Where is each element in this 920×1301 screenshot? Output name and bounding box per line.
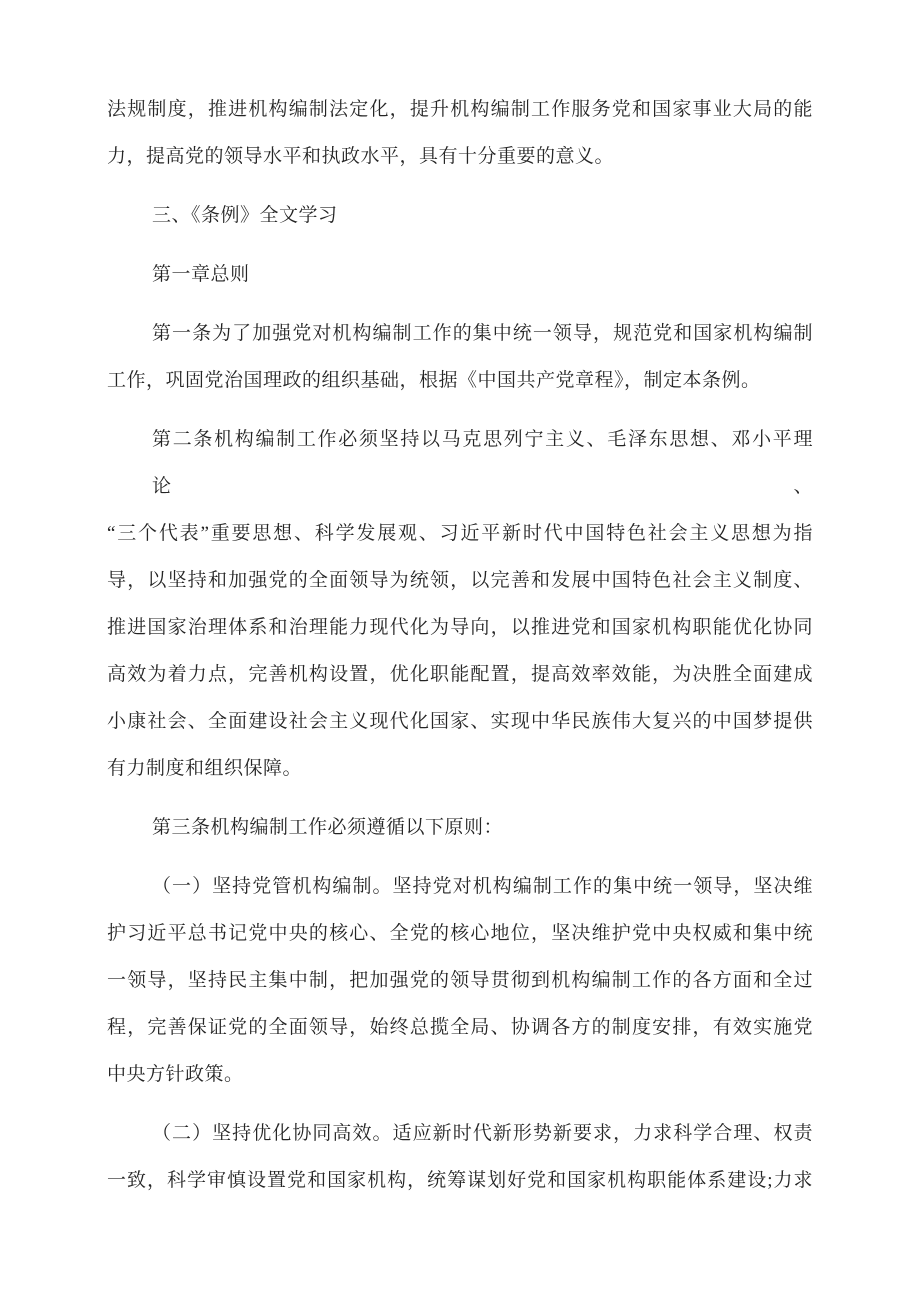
paragraph-article-3 — [107, 804, 813, 851]
chapter-heading — [107, 251, 813, 298]
doc-line: 导，以坚持和加强党的全面领导为统领，以完善和发展中国特色社会主义制度、 — [107, 570, 813, 591]
doc-line: 有力制度和组织保障。 — [107, 758, 303, 779]
doc-line: （一）坚持党管机构编制。坚持党对机构编制工作的集中统一领导，坚决维 — [152, 876, 813, 897]
doc-line: 护习近平总书记党中央的核心、全党的核心地位，坚决维护党中央权威和集中统 — [107, 923, 813, 944]
doc-line: 推进国家治理体系和治理能力现代化为导向，以推进党和国家机构职能优化协同 — [107, 617, 813, 638]
paragraph-article-1 — [107, 310, 813, 404]
doc-line: 小康社会、全面建设社会主义现代化国家、实现中华民族伟大复兴的中国梦提供 — [107, 711, 813, 732]
doc-line: 工作，巩固党治国理政的组织基础，根据《中国共产党章程》，制定本条例。 — [107, 370, 761, 391]
doc-line: 程，完善保证党的全面领导，始终总揽全局、协调各方的制度安排，有效实施党 — [107, 1017, 813, 1038]
section-heading-line: 三、《条例》全文学习 — [152, 205, 338, 226]
paragraph-principle-1 — [107, 863, 813, 1098]
doc-line: 一领导，坚持民主集中制，把加强党的领导贯彻到机构编制工作的各方面和全过 — [107, 970, 813, 991]
doc-line: 力，提高党的领导水平和执政水平，具有十分重要的意义。 — [107, 146, 615, 167]
document-body — [107, 86, 813, 1204]
doc-line: （二）坚持优化协同高效。适应新时代新形势新要求，力求科学合理、权责 — [152, 1123, 813, 1144]
doc-line: 中央方针政策。 — [107, 1064, 244, 1085]
chapter-heading-line: 第一章总则 — [152, 264, 250, 285]
paragraph-principle-2 — [107, 1110, 813, 1204]
doc-line: 第一条为了加强党对机构编制工作的集中统一领导，规范党和国家机构编制 — [152, 323, 813, 344]
doc-line: 第三条机构编制工作必须遵循以下原则： — [152, 817, 504, 838]
paragraph-article-2 — [107, 416, 813, 792]
doc-line: “三个代表”重要思想、科学发展观、习近平新时代中国特色社会主义思想为指 — [107, 523, 813, 544]
doc-line: 高效为着力点，完善机构设置，优化职能配置，提高效率效能，为决胜全面建成 — [107, 664, 813, 685]
doc-line: 第二条机构编制工作必须坚持以马克思列宁主义、毛泽东思想、邓小平理论、 — [152, 429, 813, 497]
doc-line: 一致，科学审慎设置党和国家机构，统筹谋划好党和国家机构职能体系建设;力求 — [107, 1170, 813, 1191]
section-heading — [107, 192, 813, 239]
paragraph-continuation — [107, 86, 813, 180]
doc-line: 法规制度，推进机构编制法定化，提升机构编制工作服务党和国家事业大局的能 — [107, 99, 813, 120]
